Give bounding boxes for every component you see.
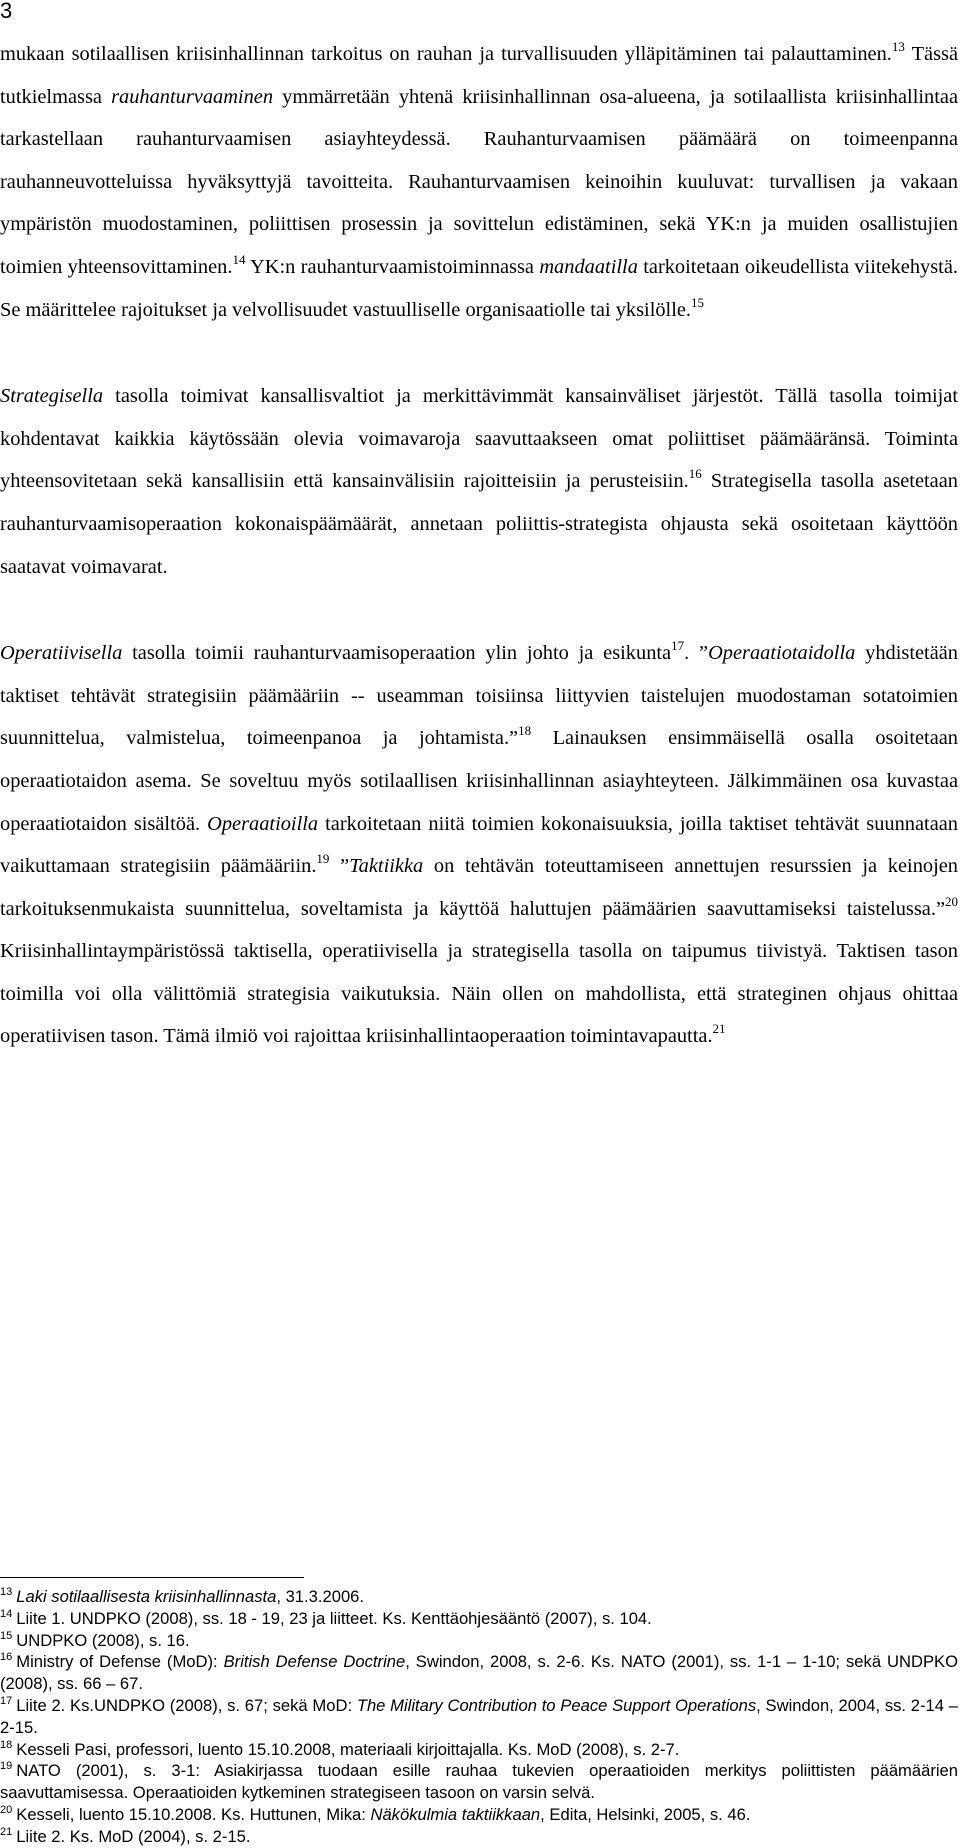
text-run: yhdistetään taktiset tehtävät strategisiin päämääriin -- useamman toisiinsa liittyvien taistelujen muodostaman sotatoimien suunnittelua, valmistelua, toimeenpanoa ja johtamista.” (0, 642, 958, 750)
text-run: UNDPKO (2008), s. 16. (16, 1630, 190, 1650)
text-run: tarkoitetaan niitä toimien kokonaisuuksia, joilla taktiset tehtävät suunnataan vaikuttamaan strategisiin päämääriin. (0, 812, 958, 878)
text-run: Liite 2. Ks. MoD (2004), s. 2-15. (16, 1826, 251, 1846)
text-run: Liite 2. Ks.UNDPKO (2008), s. 67; sekä MoD: (16, 1695, 357, 1715)
footnote (0, 1586, 958, 1608)
footnote (0, 1739, 958, 1761)
italic-term: Taktiikka (349, 855, 424, 878)
footnote (0, 1826, 958, 1848)
text-run: ymmärretään yhtenä kriisinhallinnan osa-alueena, ja sotilaallista kriisinhallintaa tarkastellaan rauhanturvaamisen asiayhteydessä. Rauhanturvaamisen päämäärä on toimeenpanna rauhanneuvotteluissa hyväksyttyjä tavoitteita. Rauhanturvaamisen keinoihin kuuluvat: turvallisen ja vakaan ympäristön muodostaminen, poliittisen prosessin ja sovittelun edistäminen, sekä YK:n ja muiden osallistujien toimien yhteensovittaminen. (0, 85, 959, 278)
footnote-number: 18 (0, 1738, 13, 1751)
footnote-number: 14 (0, 1607, 13, 1620)
italic-term: rauhanturvaaminen (111, 85, 274, 108)
text-run: Kriisinhallintaympäristössä taktisella, operatiivisella ja strategisella tasolla on taipumus tiivistyä. Taktisen tason toimilla voi olla välittömiä strategisia vaikutuksia. Näin ollen on mahdollista, että strateginen ohjaus ohittaa operatiivisen tason. Tämä ilmiö voi rajoittaa kriisinhallintaoperaation toimintavapautta. (0, 940, 958, 1048)
text-run: tasolla toimii rauhanturvaamisoperaation ylin johto ja esikunta (122, 642, 672, 665)
text-run: on tehtävän toteuttamiseen annettujen resurssien ja keinojen tarkoituksenmukaista suunnittelua, soveltamista ja käyttöä haluttujen päämäärien saavuttamiseksi taistelussa.” (0, 855, 958, 920)
footnote (0, 1630, 958, 1652)
text-run: . ” (684, 642, 709, 665)
text-run: NATO (2001), s. 3-1: Asiakirjassa tuodaan esille rauhaa tukevien operaatioiden merkitys poliittisten päämäärien saavuttamisessa. Operaatioiden kytkeminen strategiseen tasoon on varsin selvä. (0, 1761, 958, 1803)
footnote-ref: 17 (671, 638, 685, 654)
footnote (0, 1760, 958, 1804)
italic-term: Operaatiotaidolla (708, 642, 856, 665)
footnote-ref: 19 (316, 851, 330, 867)
text-run: Liite 1. UNDPKO (2008), ss. 18 - 19, 23 ja liitteet. Ks. Kenttäohjesääntö (2007), s. 104. (16, 1608, 652, 1628)
text-run: Tässä tutkielmassa (0, 43, 958, 108)
text-run: tasolla toimivat kansallisvaltiot ja merkittävimmät kansainväliset järjestöt. Tällä tasolla toimijat kohdentavat kaikkia käytössään olevia voimavaroja saavuttaakseen omat poliittiset päämääränsä. Toiminta yhteensovitetaan sekä kansallisiin että kansainvälisiin rajoitteisiin ja perusteisiin. (0, 385, 958, 493)
text-run: ” (329, 855, 350, 878)
footnote-ref: 21 (712, 1021, 726, 1037)
text-run: mukaan sotilaallisen kriisinhallinnan tarkoitus on rauhan ja turvallisuuden ylläpitäminen tai palauttaminen. (0, 43, 892, 65)
footnote-ref: 20 (945, 893, 958, 909)
footnote (0, 1608, 958, 1630)
footnote-ref: 16 (688, 466, 702, 482)
footnote-number: 21 (0, 1825, 13, 1838)
footnote-number: 16 (0, 1651, 13, 1664)
italic-term: Operaatioilla (207, 812, 319, 835)
paragraph (0, 632, 958, 1058)
body-text (0, 33, 958, 1058)
footnote-number: 13 (0, 1586, 13, 1598)
italic-term: Laki sotilaallisesta kriisinhallinnasta (16, 1587, 277, 1606)
text-run: , 31.3.2006. (276, 1587, 365, 1606)
footnote-number: 17 (0, 1694, 13, 1707)
footnote-ref: 13 (891, 39, 905, 54)
text-run: Lainauksen ensimmäisellä osalla osoitetaan operaatiotaidon asema. Se soveltuu myös sotilaallisen kriisinhallinnan asiayhteyteen. Jälkimmäinen osa kuvastaa operaatiotaidon sisältöä. (0, 727, 958, 835)
text-run: Kesseli Pasi, professori, luento 15.10.2008, materiaali kirjoittajalla. Ks. MoD (2008), s. 2-7. (16, 1739, 680, 1759)
page-number: 3 (0, 0, 13, 23)
italic-term: British Defense Doctrine (223, 1652, 406, 1672)
italic-term: The Military Contribution to Peace Support Operations (356, 1695, 757, 1715)
text-run: Ministry of Defense (MoD): (16, 1652, 224, 1672)
footnote-number: 15 (0, 1629, 13, 1642)
paragraph (0, 33, 958, 331)
footnote-number: 19 (0, 1760, 13, 1773)
footnote (0, 1651, 958, 1695)
text-run: , Swindon, 2008, s. 2-6. Ks. NATO (2001), ss. 1-1 – 1-10; sekä UNDPKO (2008), ss. 66 – 67. (0, 1652, 959, 1694)
italic-term: Operatiivisella (0, 642, 123, 665)
text-run: , Edita, Helsinki, 2005, s. 46. (540, 1804, 751, 1824)
footnotes (0, 1586, 958, 1848)
italic-term: Näkökulmia taktiikkaan (370, 1804, 541, 1824)
text-run: , Swindon, 2004, ss. 2-14 – 2-15. (0, 1695, 958, 1737)
text-run: tarkoitetaan oikeudellista viitekehystä. Se määrittelee rajoitukset ja velvollisuudet vastuulliselle organisaatiolle tai yksilölle. (0, 255, 958, 321)
footnote-ref: 15 (691, 294, 705, 310)
text-run: YK:n rauhanturvaamistoiminnassa (245, 255, 540, 278)
paragraph (0, 375, 958, 588)
text-run: Strategisella tasolla asetetaan rauhanturvaamisoperaation kokonaispäämäärät, annetaan poliittis-strategista ohjausta sekä osoitetaan käyttöön saatavat voimavarat. (0, 470, 958, 578)
italic-term: mandaatilla (539, 255, 638, 278)
text-run: Kesseli, luento 15.10.2008. Ks. Huttunen, Mika: (16, 1804, 371, 1824)
footnote (0, 1695, 958, 1739)
footnote (0, 1804, 958, 1826)
footnote-ref: 14 (232, 251, 246, 267)
footnote-number: 20 (0, 1803, 13, 1816)
footnote-separator (0, 1577, 304, 1578)
italic-term: Strategisella (0, 385, 104, 408)
footnote-ref: 18 (518, 723, 532, 739)
